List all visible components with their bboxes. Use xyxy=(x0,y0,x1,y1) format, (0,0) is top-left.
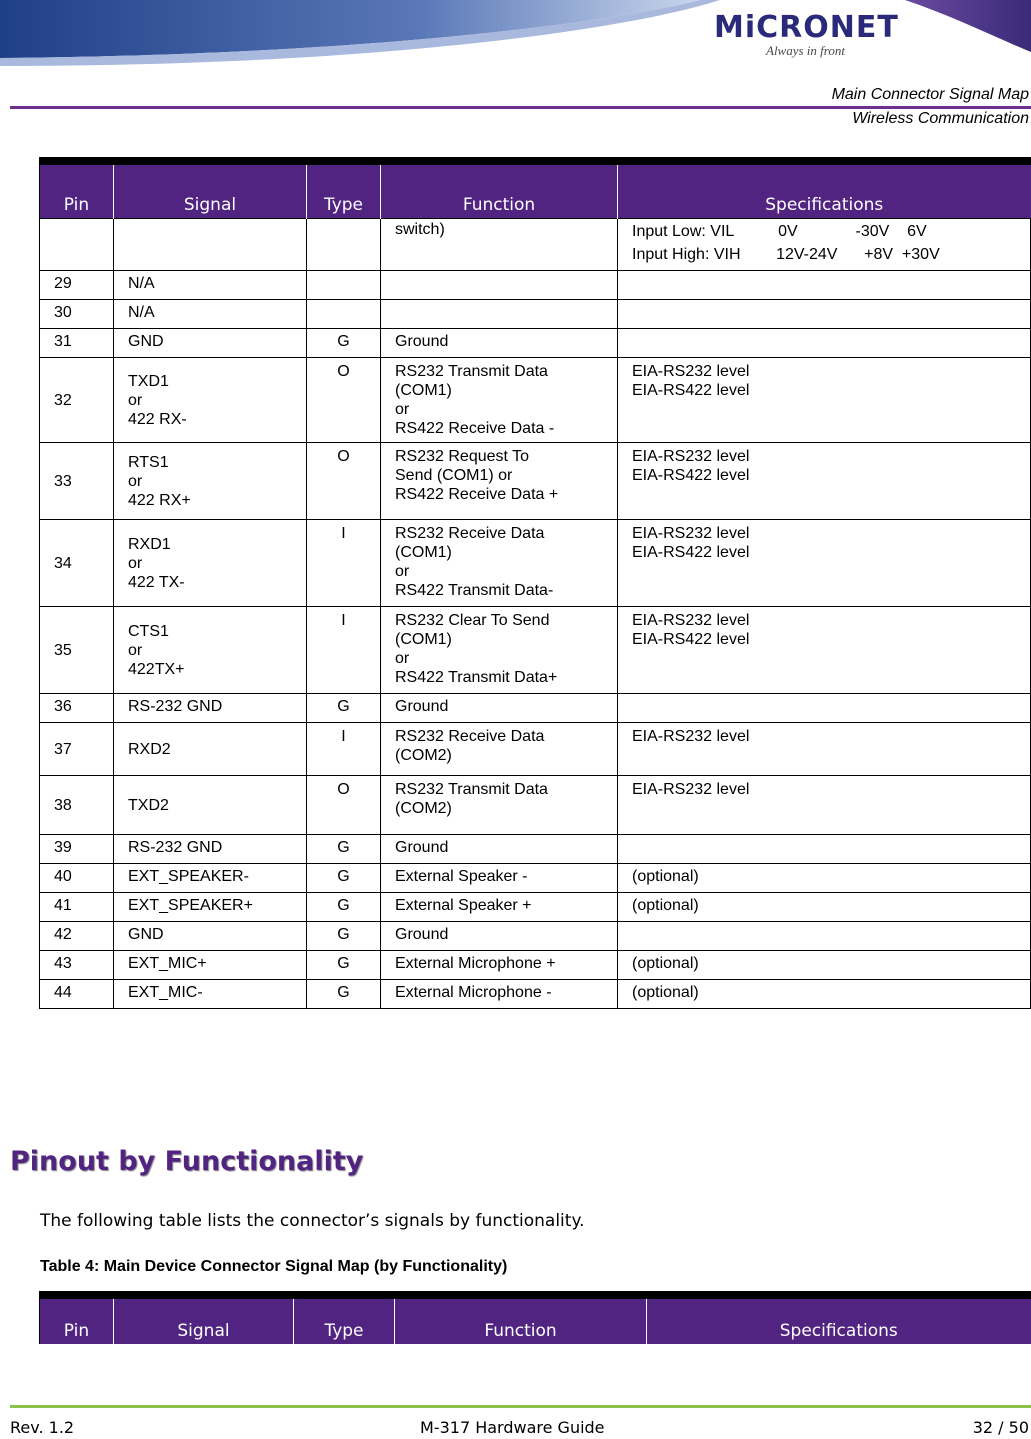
pin-cell-line: 33 xyxy=(54,472,72,490)
spec-cell-line: EIA-RS422 level xyxy=(632,631,750,648)
signal-cell-line: TXD2 xyxy=(128,796,169,814)
function-cell-line: External Microphone - xyxy=(395,984,552,1001)
function-cell xyxy=(381,271,618,300)
spec-cell-line: EIA-RS422 level xyxy=(632,382,750,399)
col-header-signal: Signal xyxy=(114,161,307,219)
type-cell xyxy=(307,893,381,922)
header-title: Main Connector Signal Map xyxy=(831,86,1029,103)
table-row xyxy=(40,723,1031,776)
pin-cell xyxy=(40,329,114,358)
pin-cell xyxy=(40,300,114,329)
type-cell-line: G xyxy=(337,868,350,885)
spec-cell xyxy=(618,329,1031,358)
function-cell xyxy=(381,980,618,1009)
function-cell-line: or xyxy=(395,650,410,667)
function-cell xyxy=(381,358,618,443)
col-header-function: Function xyxy=(381,161,618,219)
function-cell-line: Ground xyxy=(395,839,449,856)
type-cell xyxy=(307,980,381,1009)
pin-cell-line: 40 xyxy=(54,868,72,885)
footer-rule xyxy=(10,1405,1031,1408)
header-subtitle: Wireless Communication xyxy=(852,110,1029,127)
function-cell-line: RS422 Transmit Data+ xyxy=(395,669,558,686)
type-cell xyxy=(307,723,381,776)
function-cell-line: RS232 Transmit Data xyxy=(395,781,548,798)
type-cell xyxy=(307,443,381,520)
function-cell: switch) xyxy=(381,219,618,271)
function-cell xyxy=(381,520,618,607)
pin-cell xyxy=(40,776,114,835)
logo-tagline: Always in front xyxy=(766,43,845,58)
type-cell xyxy=(307,835,381,864)
function-cell-line: (COM1) xyxy=(395,382,452,399)
spec-cell-line: (optional) xyxy=(632,868,699,885)
signal-cell xyxy=(114,864,307,893)
pin-cell-line: 44 xyxy=(54,984,72,1001)
signal-cell xyxy=(114,723,307,776)
type-cell-line: G xyxy=(337,984,350,1001)
pin-cell xyxy=(40,443,114,520)
col-header-pin: Pin xyxy=(40,161,114,219)
spec-cell xyxy=(618,607,1031,694)
function-cell xyxy=(381,835,618,864)
type-cell xyxy=(307,864,381,893)
pin-cell xyxy=(40,922,114,951)
pin-cell xyxy=(40,893,114,922)
pin-cell-line: 31 xyxy=(54,333,72,350)
spec-cell-line: EIA-RS422 level xyxy=(632,467,750,484)
spec-cell-line: EIA-RS232 level xyxy=(632,612,750,629)
logo-wordmark: MiCRONET xyxy=(714,10,899,45)
type-cell xyxy=(307,607,381,694)
signal-cell-line: 422 TX- xyxy=(128,573,185,591)
signal-cell xyxy=(114,980,307,1009)
type-cell xyxy=(307,300,381,329)
pin-cell xyxy=(40,520,114,607)
table-row xyxy=(40,520,1031,607)
table-row xyxy=(40,864,1031,893)
col-header-function: Function xyxy=(395,1295,647,1344)
spec-cell-line: EIA-RS232 level xyxy=(632,525,750,542)
type-cell xyxy=(307,329,381,358)
table-caption: Table 4: Main Device Connector Signal Map (by Functionality) xyxy=(40,1258,508,1275)
type-cell-line: O xyxy=(337,363,350,380)
signal-cell xyxy=(114,520,307,607)
spec-cell xyxy=(618,300,1031,329)
function-cell-line: (COM2) xyxy=(395,747,452,764)
pin-cell xyxy=(40,271,114,300)
type-cell-line: O xyxy=(337,448,350,465)
footer-doc-title: M-317 Hardware Guide xyxy=(420,1418,605,1437)
table-row xyxy=(40,922,1031,951)
pin-cell-line: 29 xyxy=(54,275,72,292)
pin-cell-line: 39 xyxy=(54,839,72,856)
function-cell xyxy=(381,864,618,893)
pin-cell xyxy=(40,607,114,694)
function-cell-line: (COM1) xyxy=(395,544,452,561)
spec-cell xyxy=(618,893,1031,922)
signal-cell-line: 422 RX- xyxy=(128,410,187,428)
function-cell-line: Ground xyxy=(395,333,449,350)
function-cell xyxy=(381,694,618,723)
pin-cell xyxy=(40,358,114,443)
pin-cell-line: 30 xyxy=(54,304,72,321)
spec-cell xyxy=(618,694,1031,723)
table-row xyxy=(40,271,1031,300)
pin-cell-line: 37 xyxy=(54,740,72,758)
spec-cell xyxy=(618,219,1031,271)
table-row xyxy=(40,835,1031,864)
signal-cell-line: EXT_MIC- xyxy=(128,984,203,1001)
signal-cell xyxy=(114,776,307,835)
spec-cell xyxy=(618,443,1031,520)
spec-cell xyxy=(618,520,1031,607)
type-cell-line: G xyxy=(337,333,350,350)
function-cell xyxy=(381,443,618,520)
signal-cell-line: EXT_SPEAKER- xyxy=(128,868,249,885)
col-header-type: Type xyxy=(294,1295,395,1344)
pin-cell-line: 38 xyxy=(54,796,72,814)
signal-cell xyxy=(114,358,307,443)
pin-cell-line: 43 xyxy=(54,955,72,972)
spec-cell xyxy=(618,358,1031,443)
function-cell xyxy=(381,607,618,694)
function-cell-line: RS422 Transmit Data- xyxy=(395,582,554,599)
signal-cell-line: N/A xyxy=(128,304,155,321)
type-cell xyxy=(307,694,381,723)
signal-cell xyxy=(114,922,307,951)
signal-cell-line: CTS1 xyxy=(128,622,169,640)
pin-cell xyxy=(40,723,114,776)
type-cell-line: I xyxy=(341,525,346,542)
pin-cell xyxy=(40,980,114,1009)
table-row xyxy=(40,776,1031,835)
micronet-logo xyxy=(714,12,899,58)
signal-cell-line: RTS1 xyxy=(128,453,169,471)
function-cell-line: External Microphone + xyxy=(395,955,556,972)
spec-cell xyxy=(618,980,1031,1009)
col-header-specifications: Specifications xyxy=(647,1295,1031,1344)
signal-cell xyxy=(114,694,307,723)
signal-cell xyxy=(114,607,307,694)
signal-cell-line: N/A xyxy=(128,275,155,292)
function-cell xyxy=(381,951,618,980)
table-row-continued xyxy=(40,219,1031,271)
signal-cell-line: GND xyxy=(128,926,164,943)
table-row xyxy=(40,694,1031,723)
pin-cell xyxy=(40,951,114,980)
pin-cell-line: 42 xyxy=(54,926,72,943)
signal-cell-line: or xyxy=(128,554,143,572)
signal-cell-line: RS-232 GND xyxy=(128,839,223,856)
function-cell-line: RS232 Clear To Send xyxy=(395,612,550,629)
table-header-row xyxy=(40,161,1031,219)
spec-cell-line: EIA-RS232 level xyxy=(632,781,750,798)
function-cell xyxy=(381,300,618,329)
function-cell-line: Ground xyxy=(395,698,449,715)
spec-cell-line: (optional) xyxy=(632,955,699,972)
type-cell-line: G xyxy=(337,839,350,856)
spec-cell xyxy=(618,951,1031,980)
spec-cell-line: EIA-RS232 level xyxy=(632,363,750,380)
spec-cell-line: EIA-RS232 level xyxy=(632,448,750,465)
signal-cell xyxy=(114,329,307,358)
table-row xyxy=(40,951,1031,980)
signal-cell-line: 422 RX+ xyxy=(128,491,191,509)
function-cell xyxy=(381,922,618,951)
signal-cell xyxy=(114,835,307,864)
type-cell xyxy=(307,776,381,835)
spec-cell xyxy=(618,922,1031,951)
section-paragraph: The following table lists the connector’s signals by functionality. xyxy=(40,1211,585,1231)
col-header-specifications: Specifications xyxy=(618,161,1031,219)
signal-cell-line: EXT_MIC+ xyxy=(128,955,207,972)
table-row xyxy=(40,358,1031,443)
type-cell xyxy=(307,271,381,300)
pin-cell-line: 34 xyxy=(54,554,72,572)
function-cell xyxy=(381,723,618,776)
footer-page-number: 32 / 50 xyxy=(972,1418,1029,1437)
spec-cell xyxy=(618,864,1031,893)
signal-cell-line: GND xyxy=(128,333,164,350)
function-cell-line: External Speaker - xyxy=(395,868,528,885)
function-cell-line: RS232 Request To xyxy=(395,448,530,465)
function-cell xyxy=(381,329,618,358)
col-header-signal: Signal xyxy=(114,1295,294,1344)
function-cell-line: (COM2) xyxy=(395,800,452,817)
table-row xyxy=(40,329,1031,358)
pin-cell xyxy=(40,864,114,893)
function-cell-line: (COM1) xyxy=(395,631,452,648)
signal-cell-line: or xyxy=(128,641,143,659)
pin-cell xyxy=(40,835,114,864)
spec-cell xyxy=(618,271,1031,300)
type-cell-line: G xyxy=(337,955,350,972)
signal-cell-line: TXD1 xyxy=(128,372,169,390)
type-cell-line: G xyxy=(337,698,350,715)
function-cell-line: RS422 Receive Data - xyxy=(395,420,555,437)
col-header-type: Type xyxy=(307,161,381,219)
signal-map-table xyxy=(39,157,1031,1009)
table-row xyxy=(40,893,1031,922)
pin-cell-line: 32 xyxy=(54,391,72,409)
signal-cell xyxy=(114,443,307,520)
type-cell xyxy=(307,520,381,607)
pin-cell xyxy=(40,694,114,723)
section-title: Pinout by Functionality xyxy=(10,1146,364,1177)
signal-cell xyxy=(114,951,307,980)
functionality-table xyxy=(39,1291,1031,1344)
function-cell-line: External Speaker + xyxy=(395,897,532,914)
table-row xyxy=(40,980,1031,1009)
signal-cell-line: or xyxy=(128,391,143,409)
spec-cell-line: (optional) xyxy=(632,897,699,914)
col-header-pin: Pin xyxy=(40,1295,114,1344)
footer-revision: Rev. 1.2 xyxy=(10,1418,75,1437)
signal-cell-line: 422TX+ xyxy=(128,660,185,678)
type-cell xyxy=(307,922,381,951)
signal-cell-line: or xyxy=(128,472,143,490)
pin-cell-line: 41 xyxy=(54,897,72,914)
signal-cell xyxy=(114,300,307,329)
spec-cell-line: EIA-RS422 level xyxy=(632,544,750,561)
type-cell-line: G xyxy=(337,897,350,914)
function-cell-line: or xyxy=(395,401,410,418)
function-cell xyxy=(381,893,618,922)
pin-cell-line: 35 xyxy=(54,641,72,659)
type-cell xyxy=(307,358,381,443)
spec-cell-line: EIA-RS232 level xyxy=(632,728,750,745)
spec-cell xyxy=(618,835,1031,864)
table-row xyxy=(40,300,1031,329)
table-row xyxy=(40,607,1031,694)
signal-cell-line: EXT_SPEAKER+ xyxy=(128,897,253,914)
spec-cell-line: (optional) xyxy=(632,984,699,1001)
signal-cell xyxy=(114,893,307,922)
signal-cell-line: RXD1 xyxy=(128,535,171,553)
signal-cell xyxy=(114,271,307,300)
type-cell-line: O xyxy=(337,781,350,798)
function-cell-line: Ground xyxy=(395,926,449,943)
function-cell-line: Send (COM1) or xyxy=(395,467,513,484)
table-row xyxy=(40,443,1031,520)
function-cell-line: RS232 Transmit Data xyxy=(395,363,548,380)
function-cell xyxy=(381,776,618,835)
type-cell-line: I xyxy=(341,728,346,745)
spec-line: Input Low: VIL 0V -30V 6V xyxy=(632,223,927,240)
spec-line: Input High: VIH 12V-24V +8V +30V xyxy=(632,246,940,263)
pin-cell-line: 36 xyxy=(54,698,72,715)
type-cell xyxy=(307,951,381,980)
function-cell-line: or xyxy=(395,563,410,580)
function-cell-line: RS232 Receive Data xyxy=(395,728,545,745)
signal-cell-line: RXD2 xyxy=(128,740,171,758)
function-cell-line: RS232 Receive Data xyxy=(395,525,545,542)
type-cell-line: G xyxy=(337,926,350,943)
type-cell-line: I xyxy=(341,612,346,629)
spec-cell xyxy=(618,776,1031,835)
spec-cell xyxy=(618,723,1031,776)
signal-cell-line: RS-232 GND xyxy=(128,698,223,715)
table-header-row xyxy=(40,1295,1031,1344)
function-cell-line: RS422 Receive Data + xyxy=(395,486,559,503)
